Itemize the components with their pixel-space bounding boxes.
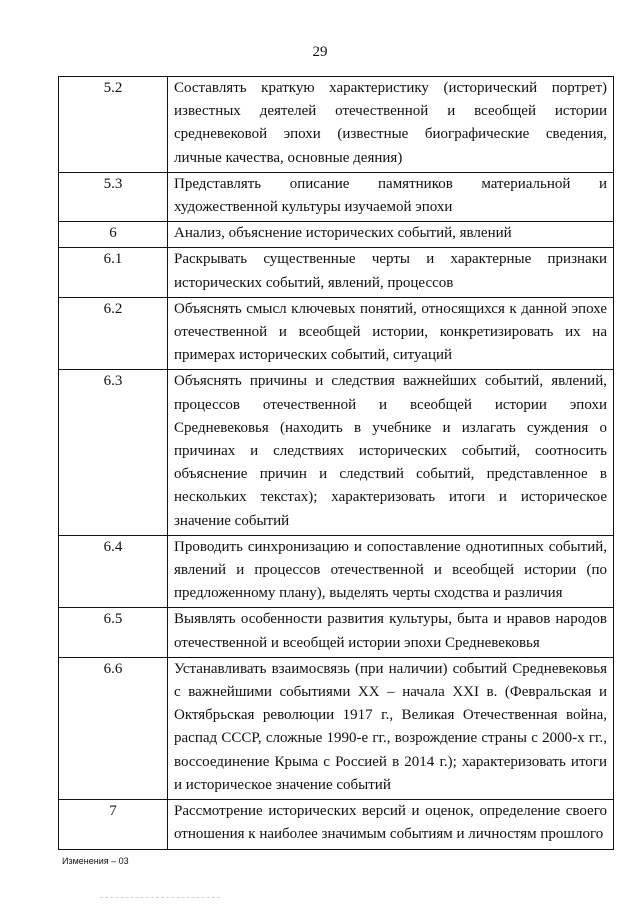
row-code: 6.5 [59, 608, 168, 657]
row-code: 6.2 [59, 297, 168, 370]
table-row [59, 222, 614, 248]
row-code: 7 [59, 800, 168, 849]
row-text: Устанавливать взаимосвязь (при наличии) событий Средневековья с важнейшими событиями XX – начала XXI в. (Февральская и Октябрьская революции 1917 г., Великая Отечественная война, распад СССР, сложные 1990-е гг., возрождение страны с 2000-х гг., воссоединение Крыма с Россией в 2014 г.); характеризовать итоги и историческое значение событий [168, 657, 614, 799]
row-text: Представлять описание памятников материальной и художественной культуры изучаемой эпохи [168, 172, 614, 221]
table-row [59, 535, 614, 608]
row-text: Рассмотрение исторических версий и оценок, определение своего отношения к наиболее значимым событиям и личностям прошлого [168, 800, 614, 849]
table-row [59, 800, 614, 849]
row-code: 6 [59, 222, 168, 248]
table-row [59, 77, 614, 173]
row-text: Раскрывать существенные черты и характерные признаки исторических событий, явлений, процессов [168, 248, 614, 297]
page-number: 29 [312, 44, 328, 60]
row-code: 6.6 [59, 657, 168, 799]
row-text: Анализ, объяснение исторических событий, явлений [168, 222, 614, 248]
table-row [59, 172, 614, 221]
row-code: 6.3 [59, 370, 168, 535]
row-code: 5.2 [59, 77, 168, 173]
row-text: Объяснять причины и следствия важнейших событий, явлений, процессов отечественной и всеобщей истории эпохи Средневековья (находить в учебнике и излагать суждения о причинах и следствиях исторических событий, соотносить объяснение причин и следствий событий, представленное в нескольких текстах); характеризовать итоги и историческое значение событий [168, 370, 614, 535]
row-text: Составлять краткую характеристику (исторический портрет) известных деятелей отечественной и всеобщей истории средневековой эпохи (известные биографические сведения, личные качества, основные деяния) [168, 77, 614, 173]
row-text: Проводить синхронизацию и сопоставление однотипных событий, явлений и процессов отечественной и всеобщей истории (по предложенному плану), выделять черты сходства и различия [168, 535, 614, 608]
row-code: 6.4 [59, 535, 168, 608]
table-row [59, 248, 614, 297]
table-row [59, 370, 614, 535]
table-row [59, 657, 614, 799]
requirements-table [58, 76, 614, 850]
footer-revision-note: Изменения – 03 [62, 856, 129, 866]
row-code: 6.1 [59, 248, 168, 297]
scan-artifact-line [100, 897, 220, 898]
row-text: Выявлять особенности развития культуры, быта и нравов народов отечественной и всеобщей истории эпохи Средневековья [168, 608, 614, 657]
table-row [59, 297, 614, 370]
row-text: Объяснять смысл ключевых понятий, относящихся к данной эпохе отечественной и всеобщей истории, конкретизировать их на примерах исторических событий, ситуаций [168, 297, 614, 370]
row-code: 5.3 [59, 172, 168, 221]
table-row [59, 608, 614, 657]
